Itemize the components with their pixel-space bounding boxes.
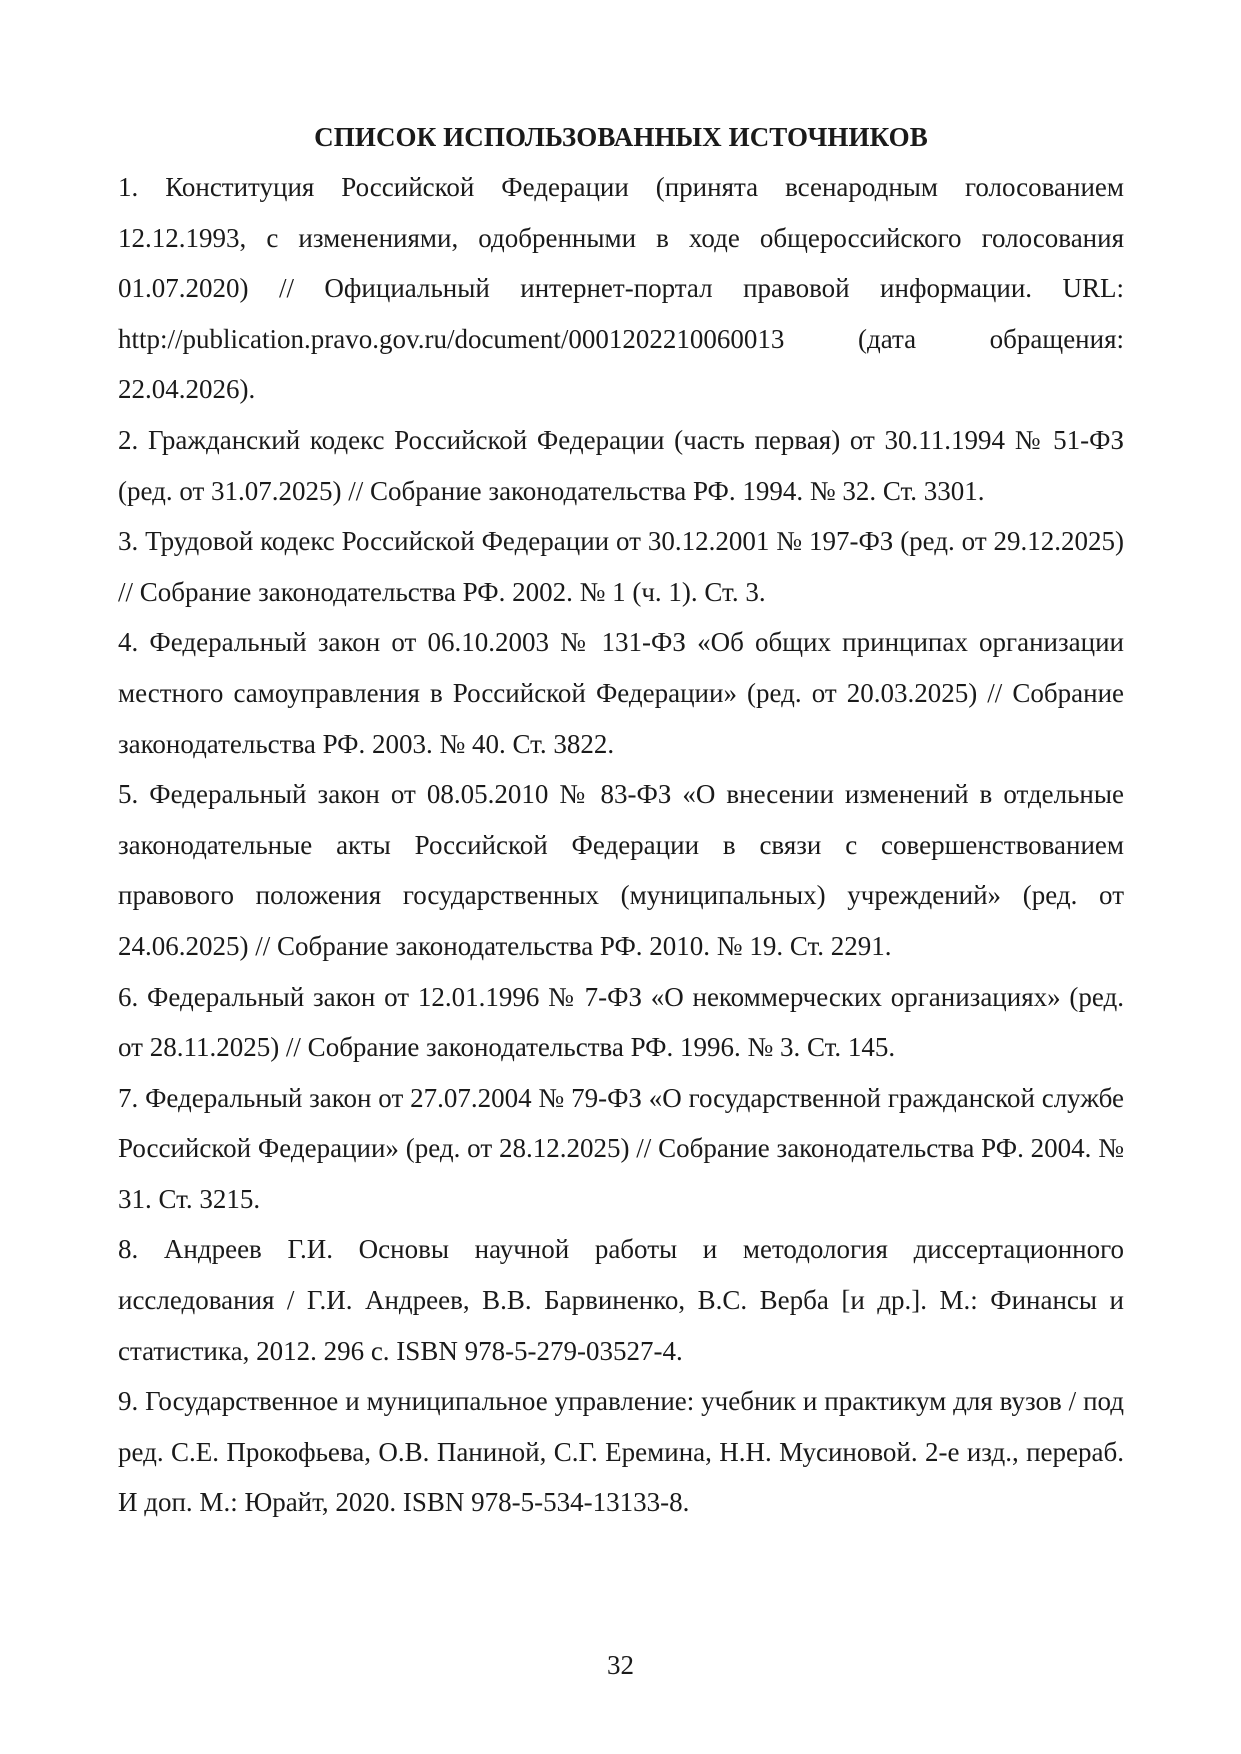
reference-item-5: 5. Федеральный закон от 08.05.2010 № 83-ФЗ «О внесении изменений в отдельные законодательные акты Российской Федерации в связи с совершенствованием правового положения государственных (муниципальных) учреждений» (ред. от 24.06.2025) // Собрание законодательства РФ. 2010. № 19. Ст. 2291. [118, 779, 1124, 961]
reference-item-3: 3. Трудовой кодекс Российской Федерации от 30.12.2001 № 197-ФЗ (ред. от 29.12.2025) // Собрание законодательства РФ. 2002. № 1 (ч. 1). Ст. 3. [118, 526, 1124, 607]
reference-item-4: 4. Федеральный закон от 06.10.2003 № 131-ФЗ «Об общих принципах организации местного самоуправления в Российской Федерации» (ред. от 20.03.2025) // Собрание законодательства РФ. 2003. № 40. Ст. 3822. [118, 627, 1124, 759]
reference-item-2: 2. Гражданский кодекс Российской Федерации (часть первая) от 30.11.1994 № 51-ФЗ (ред. от 31.07.2025) // Собрание законодательства РФ. 1994. № 32. Ст. 3301. [118, 424, 1124, 506]
page-number: 32 [607, 1650, 634, 1680]
reference-item-6: 6. Федеральный закон от 12.01.1996 № 7-ФЗ «О некоммерческих организациях» (ред. от 28.11.2025) // Собрание законодательства РФ. 1996. № 3. Ст. 145. [118, 981, 1124, 1063]
page-title: СПИСОК ИСПОЛЬЗОВАННЫХ ИСТОЧНИКОВ [314, 122, 928, 152]
page-content [118, 112, 1124, 1528]
reference-item-1: 1. Конституция Российской Федерации (принята всенародным голосованием 12.12.1993, с изменениями, одобренными в ходе общероссийского голосования 01.07.2020) // Официальный интернет-портал правовой информации. URL: http://publication.pravo.gov.ru/document/0001202210060013 (дата обращения: 22.04.2026). [118, 172, 1124, 405]
reference-item-7: 7. Федеральный закон от 27.07.2004 № 79-ФЗ «О государственной гражданской службе Российской Федерации» (ред. от 28.12.2025) // Собрание законодательства РФ. 2004. № 31. Ст. 3215. [118, 1082, 1124, 1214]
reference-list [118, 162, 1124, 1528]
reference-item-9: 9. Государственное и муниципальное управление: учебник и практикум для вузов / под ред. С.Е. Прокофьева, О.В. Паниной, С.Г. Еремина, Н.Н. Мусиновой. 2-е изд., перераб. И доп. М.: Юрайт, 2020. ISBN 978-5-534-13133-8. [118, 1386, 1124, 1518]
reference-item-8: 8. Андреев Г.И. Основы научной работы и методология диссертационного исследования / Г.И. Андреев, В.В. Барвиненко, В.С. Верба [и др.]. М.: Финансы и статистика, 2012. 296 с. ISBN 978-5-279-03527-4. [118, 1234, 1124, 1366]
